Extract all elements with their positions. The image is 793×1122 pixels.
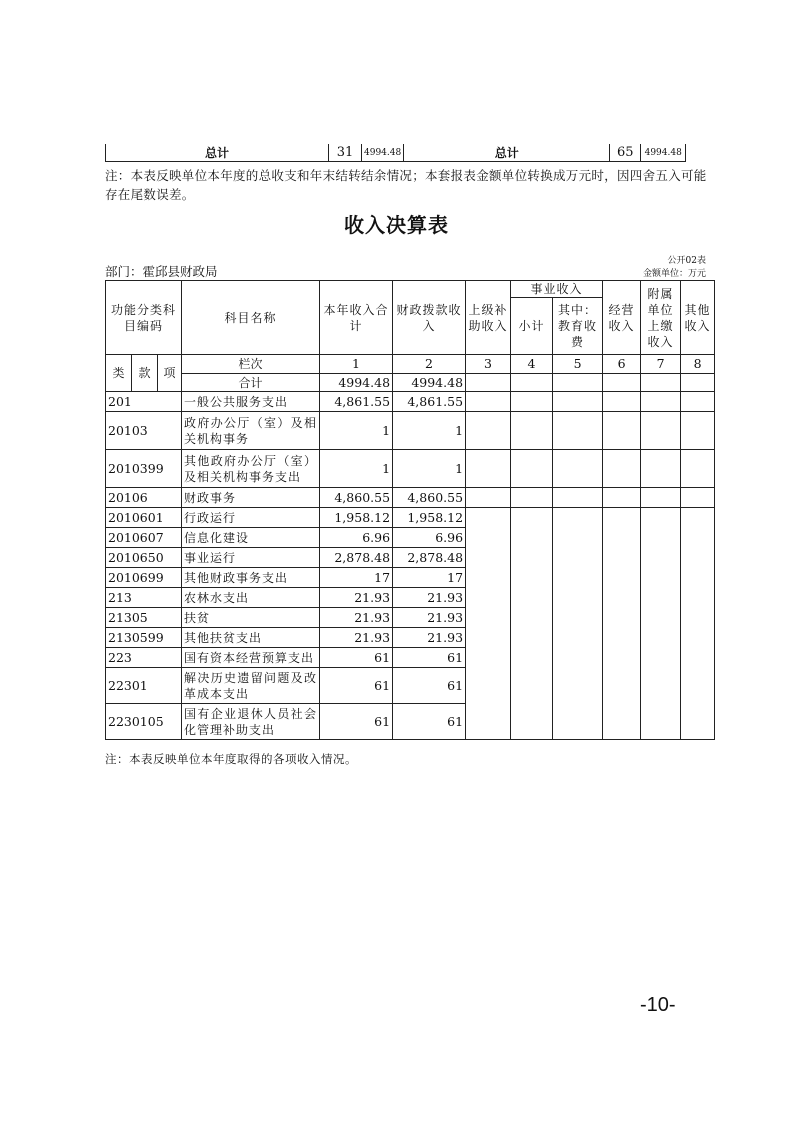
row-code: 2130599 bbox=[106, 628, 182, 648]
header-affiliated-income: 附属单位上缴收入 bbox=[641, 281, 681, 355]
header-operating-income: 经营收入 bbox=[603, 281, 641, 355]
row-fiscal: 2,878.48 bbox=[393, 548, 466, 568]
row-fiscal: 21.93 bbox=[393, 608, 466, 628]
row-code: 2230105 bbox=[106, 704, 182, 740]
top-note: 注：本表反映单位本年度的总收支和年末结转结余情况；本套报表金额单位转换成万元时，因四舍五入可能存在尾数误差。 bbox=[105, 168, 707, 202]
row-name: 国有资本经营预算支出 bbox=[182, 648, 320, 668]
right-total-label: 总计 bbox=[404, 144, 610, 162]
row-fiscal: 1 bbox=[393, 450, 466, 488]
right-line-number: 65 bbox=[610, 144, 641, 162]
row-name: 国有企业退休人员社会化管理补助支出 bbox=[182, 704, 320, 740]
row-fiscal: 4,861.55 bbox=[393, 392, 466, 412]
row-total: 61 bbox=[320, 668, 393, 704]
row-name: 解决历史遗留问题及改革成本支出 bbox=[182, 668, 320, 704]
row-total: 1 bbox=[320, 450, 393, 488]
row-fiscal: 17 bbox=[393, 568, 466, 588]
row-total: 21.93 bbox=[320, 628, 393, 648]
row-code: 2010650 bbox=[106, 548, 182, 568]
summary-total-row bbox=[105, 144, 686, 162]
row-name: 其他财政事务支出 bbox=[182, 568, 320, 588]
row-total: 2,878.48 bbox=[320, 548, 393, 568]
department-label: 部门：霍邱县财政局 bbox=[105, 264, 218, 279]
row-total: 1 bbox=[320, 412, 393, 450]
table-row bbox=[106, 508, 715, 528]
row-code: 2010699 bbox=[106, 568, 182, 588]
header-upper-subsidy: 上级补助收入 bbox=[466, 281, 511, 355]
header-education-fees: 其中：教育收费 bbox=[553, 298, 603, 355]
row-code: 2010399 bbox=[106, 450, 182, 488]
row-name: 政府办公厅（室）及相关机构事务 bbox=[182, 412, 320, 450]
col-num: 4 bbox=[511, 355, 553, 374]
row-code: 213 bbox=[106, 588, 182, 608]
row-code: 20106 bbox=[106, 488, 182, 508]
table-row bbox=[106, 392, 715, 412]
row-code: 2010607 bbox=[106, 528, 182, 548]
row-fiscal: 4,860.55 bbox=[393, 488, 466, 508]
row-name: 农林水支出 bbox=[182, 588, 320, 608]
left-total-amount: 4994.48 bbox=[362, 144, 404, 162]
header-lei: 类 bbox=[106, 355, 132, 392]
header-total-income: 本年收入合计 bbox=[320, 281, 393, 355]
header-subtotal: 小计 bbox=[511, 298, 553, 355]
page-number: -10- bbox=[640, 994, 676, 1016]
table-code: 公开02表 bbox=[667, 256, 706, 266]
row-fiscal: 6.96 bbox=[393, 528, 466, 548]
header-subject-name: 科目名称 bbox=[182, 281, 320, 355]
row-total: 21.93 bbox=[320, 608, 393, 628]
row-total: 21.93 bbox=[320, 588, 393, 608]
header-other-income: 其他收入 bbox=[681, 281, 715, 355]
row-total: 17 bbox=[320, 568, 393, 588]
row-total: 4,861.55 bbox=[320, 392, 393, 412]
row-total: 6.96 bbox=[320, 528, 393, 548]
row-code: 20103 bbox=[106, 412, 182, 450]
row-name: 扶贫 bbox=[182, 608, 320, 628]
header-func-code: 功能分类科目编码 bbox=[106, 281, 182, 355]
row-name: 事业运行 bbox=[182, 548, 320, 568]
left-total-label: 总计 bbox=[106, 144, 329, 162]
total-row-label: 合计 bbox=[182, 374, 320, 392]
col-num: 6 bbox=[603, 355, 641, 374]
row-fiscal: 1,958.12 bbox=[393, 508, 466, 528]
total-row bbox=[106, 374, 715, 392]
header-fiscal-allocation: 财政拨款收入 bbox=[393, 281, 466, 355]
right-total-amount: 4994.48 bbox=[641, 144, 686, 162]
row-name: 行政运行 bbox=[182, 508, 320, 528]
col-num: 7 bbox=[641, 355, 681, 374]
row-code: 21305 bbox=[106, 608, 182, 628]
row-code: 22301 bbox=[106, 668, 182, 704]
col-num: 2 bbox=[393, 355, 466, 374]
row-name: 其他扶贫支出 bbox=[182, 628, 320, 648]
table-row bbox=[106, 412, 715, 450]
row-fiscal: 21.93 bbox=[393, 588, 466, 608]
table-row bbox=[106, 450, 715, 488]
header-xiang: 项 bbox=[158, 355, 182, 392]
row-fiscal: 21.93 bbox=[393, 628, 466, 648]
row-name: 一般公共服务支出 bbox=[182, 392, 320, 412]
left-line-number: 31 bbox=[329, 144, 362, 162]
row-name: 其他政府办公厅（室）及相关机构事务支出 bbox=[182, 450, 320, 488]
col-num: 1 bbox=[320, 355, 393, 374]
row-total: 4,860.55 bbox=[320, 488, 393, 508]
row-fiscal: 61 bbox=[393, 704, 466, 740]
row-total: 61 bbox=[320, 648, 393, 668]
total-row-fiscal: 4994.48 bbox=[393, 374, 466, 392]
col-num: 8 bbox=[681, 355, 715, 374]
col-num: 3 bbox=[466, 355, 511, 374]
header-business-income: 事业收入 bbox=[511, 281, 603, 298]
bottom-note: 注：本表反映单位本年度取得的各项收入情况。 bbox=[105, 752, 357, 766]
total-row-amount: 4994.48 bbox=[320, 374, 393, 392]
income-table bbox=[105, 280, 715, 740]
row-code: 2010601 bbox=[106, 508, 182, 528]
row-code: 223 bbox=[106, 648, 182, 668]
table-row bbox=[106, 488, 715, 508]
row-code: 201 bbox=[106, 392, 182, 412]
row-fiscal: 61 bbox=[393, 668, 466, 704]
page-title: 收入决算表 bbox=[344, 213, 449, 237]
row-fiscal: 61 bbox=[393, 648, 466, 668]
row-total: 61 bbox=[320, 704, 393, 740]
row-name: 财政事务 bbox=[182, 488, 320, 508]
amount-unit: 金额单位：万元 bbox=[642, 269, 706, 279]
header-kuan: 款 bbox=[132, 355, 158, 392]
row-name: 信息化建设 bbox=[182, 528, 320, 548]
col-num: 5 bbox=[553, 355, 603, 374]
empty-merged-cells bbox=[466, 508, 511, 740]
row-fiscal: 1 bbox=[393, 412, 466, 450]
row-total: 1,958.12 bbox=[320, 508, 393, 528]
header-column-index: 栏次 bbox=[182, 355, 320, 374]
